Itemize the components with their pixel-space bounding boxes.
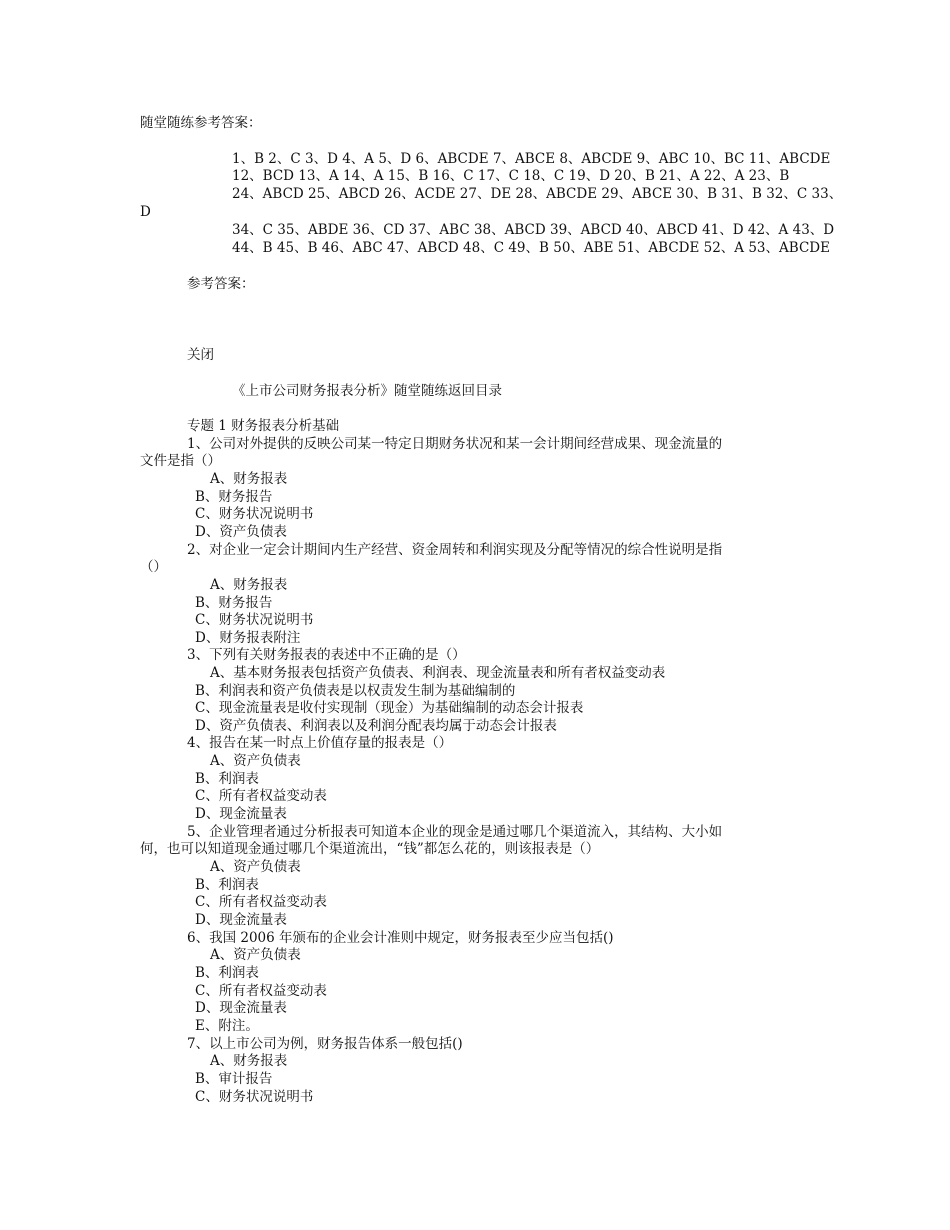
option: D、现金流量表	[195, 912, 287, 928]
option: D、现金流量表	[195, 806, 287, 822]
option: C、所有者权益变动表	[195, 983, 327, 999]
question-stem: （）	[140, 559, 167, 575]
question-stem: 4、报告在某一时点上价值存量的报表是（）	[187, 735, 453, 751]
option: E、附注。	[195, 1018, 259, 1034]
option: C、现金流量表是收付实现制（现金）为基础编制的动态会计报表	[195, 700, 584, 716]
question-stem: 5、企业管理者通过分析报表可知道本企业的现金是通过哪几个渠道流入，其结构、大小如	[187, 824, 723, 840]
option: C、所有者权益变动表	[195, 788, 327, 804]
answer-line: 34、C 35、ABDE 36、CD 37、ABC 38、ABCD 39、ABCD 40、ABCD 41、D 42、A 43、D	[232, 222, 835, 238]
question-stem: 2、对企业一定会计期间内生产经营、资金周转和利润实现及分配等情况的综合性说明是指	[187, 542, 723, 558]
answer-line: D	[140, 204, 151, 220]
question-stem: 6、我国 2006 年颁布的企业会计准则中规定，财务报表至少应当包括()	[187, 930, 614, 946]
option: A、资产负债表	[210, 753, 301, 769]
option: D、资产负债表	[195, 524, 287, 540]
question-stem: 3、下列有关财务报表的表述中不正确的是（）	[187, 647, 466, 663]
question-stem: 7、以上市公司为例，财务报告体系一般包括()	[187, 1036, 463, 1052]
option: B、审计报告	[195, 1071, 273, 1087]
option: D、现金流量表	[195, 1000, 287, 1016]
option: A、财务报表	[210, 577, 288, 593]
option: A、资产负债表	[210, 947, 301, 963]
close-link[interactable]: 关闭	[187, 347, 214, 363]
option: A、财务报表	[210, 471, 288, 487]
option: A、基本财务报表包括资产负债表、利润表、现金流量表和所有者权益变动表	[210, 665, 666, 681]
reference-answer-heading: 参考答案：	[187, 276, 255, 292]
option: A、财务报表	[210, 1053, 288, 1069]
option: B、利润表	[195, 965, 259, 981]
option: C、财务状况说明书	[195, 612, 314, 628]
option: D、财务报表附注	[195, 630, 301, 646]
question-stem: 何，也可以知道现金通过哪几个渠道流出，“钱”都怎么花的，则该报表是（）	[140, 841, 600, 857]
back-to-contents-link[interactable]: 《上市公司财务报表分析》随堂随练返回目录	[232, 383, 502, 399]
question-stem: 1、公司对外提供的反映公司某一特定日期财务状况和某一会计期间经营成果、现金流量的	[187, 436, 723, 452]
option: A、资产负债表	[210, 859, 301, 875]
option: B、财务报告	[195, 489, 273, 505]
option: B、利润表	[195, 877, 259, 893]
answer-line: 12、BCD 13、A 14、A 15、B 16、C 17、C 18、C 19、D 20、B 21、A 22、A 23、B	[232, 168, 790, 184]
answer-line: 1、B 2、C 3、D 4、A 5、D 6、ABCDE 7、ABCE 8、ABCDE 9、ABC 10、BC 11、ABCDE	[232, 151, 831, 167]
question-stem: 文件是指（）	[140, 453, 221, 469]
option: C、财务状况说明书	[195, 506, 314, 522]
answer-line: 24、ABCD 25、ABCD 26、ACDE 27、DE 28、ABCDE 29、ABCE 30、B 31、B 32、C 33、	[232, 186, 843, 202]
option: B、利润表和资产负债表是以权责发生制为基础编制的	[195, 683, 516, 699]
answer-line: 44、B 45、B 46、ABC 47、ABCD 48、C 49、B 50、ABE 51、ABCDE 52、A 53、ABCDE	[232, 240, 830, 256]
option: B、利润表	[195, 771, 259, 787]
option: C、所有者权益变动表	[195, 894, 327, 910]
topic-title: 专题 1 财务报表分析基础	[187, 418, 340, 434]
option: B、财务报告	[195, 595, 273, 611]
option: C、财务状况说明书	[195, 1089, 314, 1105]
answers-heading: 随堂随练参考答案：	[140, 115, 262, 131]
option: D、资产负债表、利润表以及利润分配表均属于动态会计报表	[195, 718, 557, 734]
